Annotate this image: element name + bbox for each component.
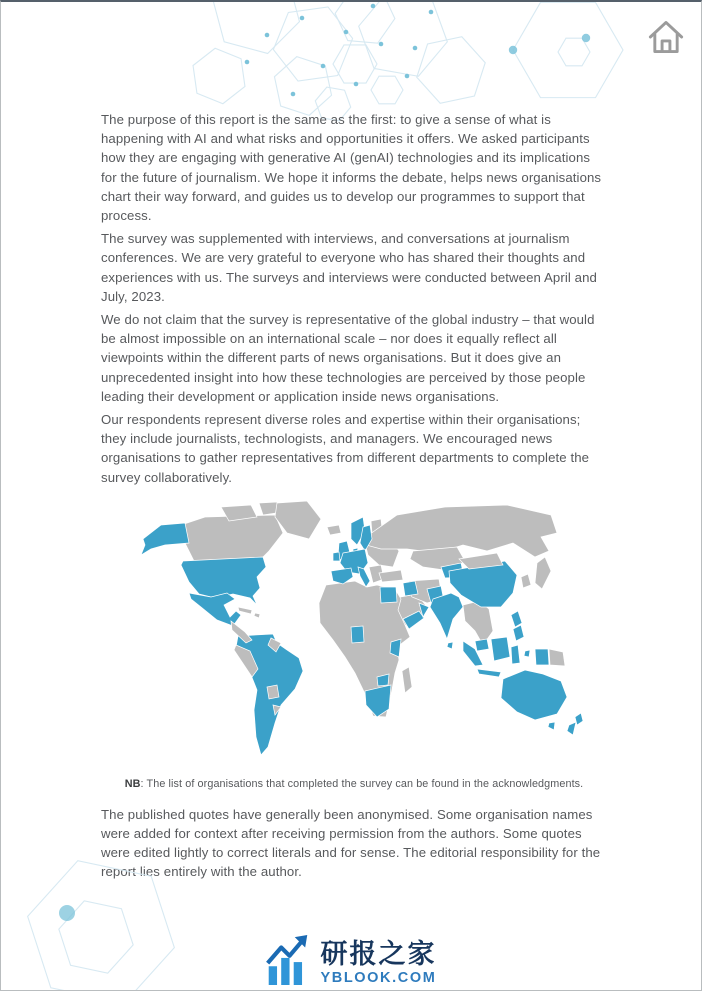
logo-site-domain: YBLOOK.COM <box>320 969 437 986</box>
logo-site-name: 研报之家 <box>320 938 437 969</box>
home-button[interactable] <box>647 18 685 56</box>
paragraph-4: Our respondents represent diverse roles and expertise within their organisations; they include journalists, technologists, and managers. We encouraged news organisations to gather representatives from different departments to complete the survey collaboratively. <box>101 412 590 485</box>
closing-paragraph: The published quotes have generally been anonymised. Some organisation names were added for context after receiving permission from the authors. Some quotes were edited lightly to correct literals and for sense. The editorial responsibility for the report lies entirely with the author. <box>101 806 601 880</box>
hexagon-decoration-top <box>1 2 702 122</box>
paragraph-2: The survey was supplemented with interviews, and conversations at journalism conferences. We are very grateful to everyone who has shared their thoughts and experiences with us. The surveys and interviews were conducted between April and July, 2023. <box>101 231 597 304</box>
world-map-figure <box>105 495 595 767</box>
paragraph-1: The purpose of this report is the same as the first: to give a sense of what is happening with AI and what risks and opportunities it offers. We asked participants how they are engaging with generative AI (genAI) technologies and its implications for the future of journalism. We hope it informs the debate, helps news organisations chart their way forward, and guides us to develop our programmes to support that process. <box>101 112 602 224</box>
map-note <box>101 777 607 791</box>
paragraph-3: We do not claim that the survey is representative of the global industry – that would be almost impossible on an international scale – nor does it equally reflect all viewpoints within the different parts of news organisations. But it does give an unprecedented insight into how these technologies are perceived by those people leading their development or application inside news organisations. <box>101 312 595 404</box>
bar-chart-logo-icon <box>266 935 312 985</box>
article <box>101 110 607 886</box>
map-note-text: : The list of organisations that completed the survey can be found in the acknowledgments. <box>140 777 584 790</box>
yblook-logo[interactable] <box>266 935 437 985</box>
home-icon <box>647 18 685 56</box>
world-map-svg <box>105 495 595 767</box>
hexagon-dot <box>59 905 75 921</box>
map-note-label: NB <box>124 777 141 790</box>
